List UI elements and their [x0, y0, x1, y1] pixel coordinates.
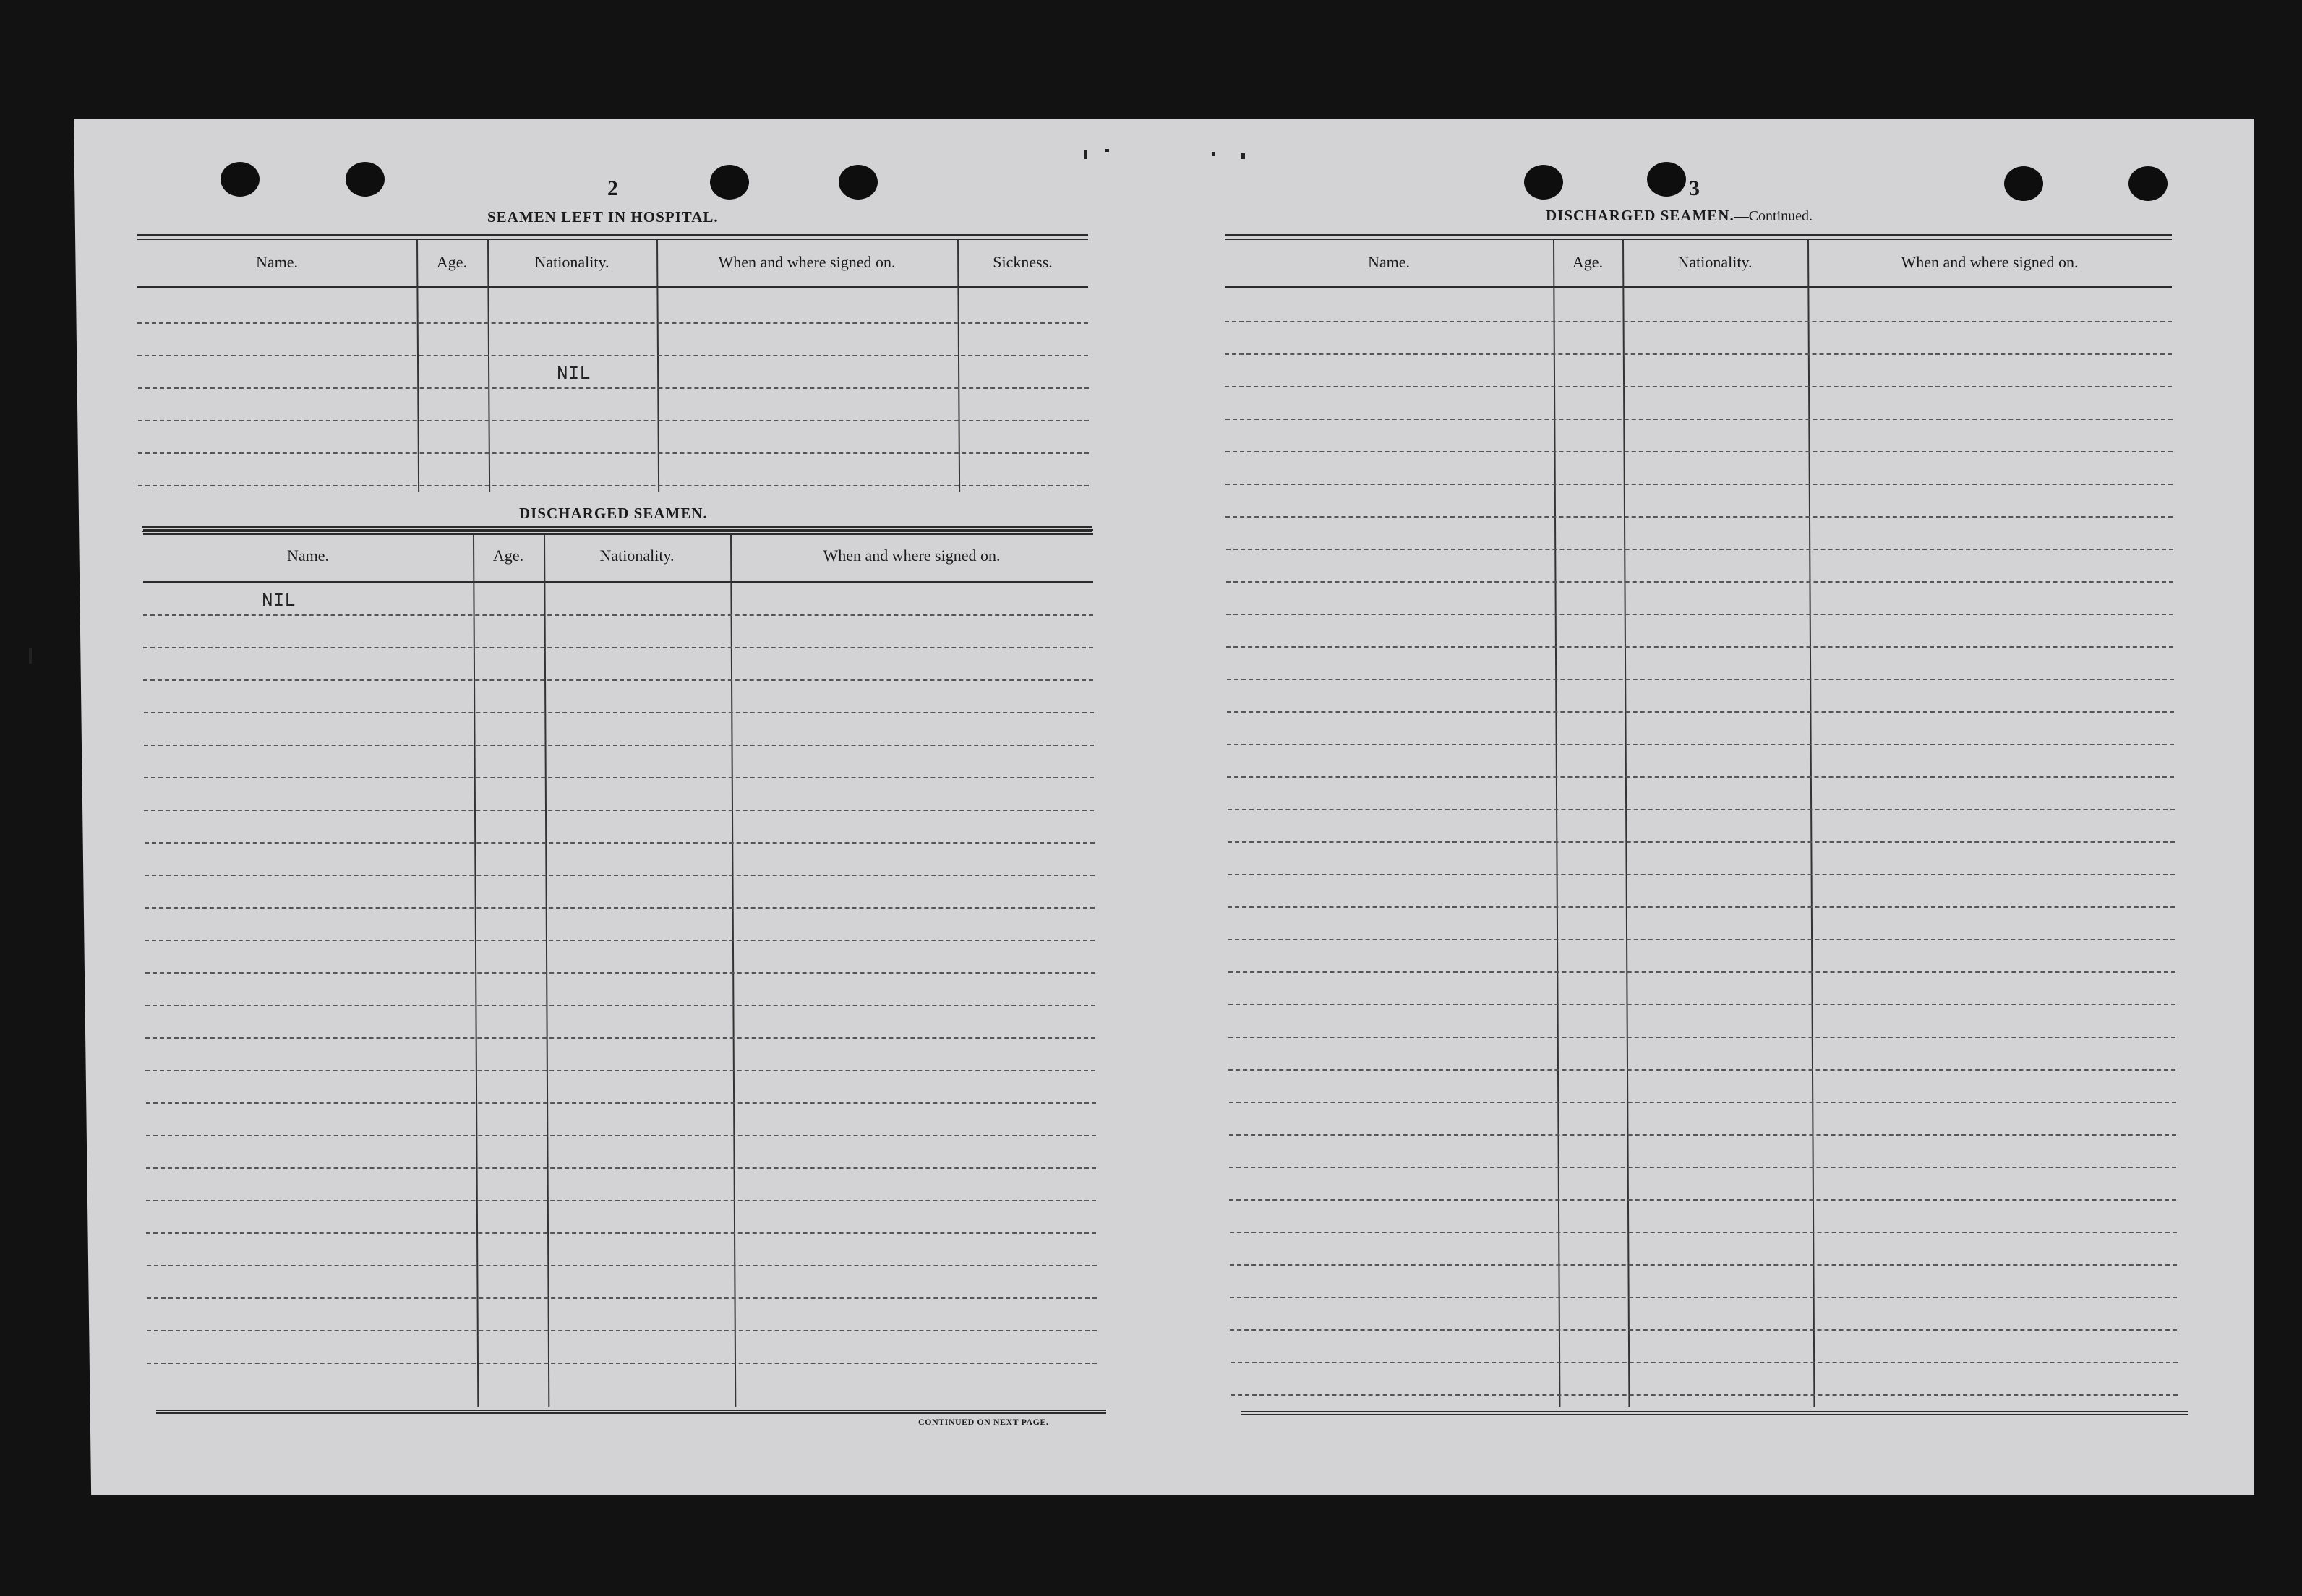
entry-row-line	[1228, 1037, 2175, 1038]
page-number: 3	[1689, 176, 1700, 200]
header-rule	[143, 581, 1093, 583]
entry-row-line	[1230, 1297, 2177, 1298]
scan-mark	[29, 648, 32, 664]
entry-row-line	[137, 355, 1088, 356]
header-rule	[137, 286, 1088, 288]
entry-row-line	[147, 1297, 1097, 1299]
entry-row-line	[145, 907, 1095, 909]
column-header: When and where signed on.	[718, 253, 896, 271]
entry-row-line	[1225, 386, 2172, 387]
entry-row-line	[138, 387, 1089, 389]
column-header: Nationality.	[1677, 253, 1753, 271]
entry-row-line	[1228, 1069, 2175, 1071]
scan-mark	[1212, 152, 1215, 156]
column-header: Age.	[1572, 253, 1604, 271]
section-title: DISCHARGED SEAMEN.	[519, 505, 708, 522]
column-header: When and where signed on.	[1901, 253, 2079, 271]
entry-row-line	[1230, 1232, 2177, 1233]
entry-row-line	[138, 452, 1089, 454]
punch-hole	[221, 162, 260, 197]
entry-row-line	[1229, 1167, 2176, 1168]
entry-row-line	[145, 940, 1095, 941]
entry-row-line	[1226, 614, 2173, 615]
punch-hole	[1524, 165, 1563, 200]
entry-row-line	[145, 1070, 1095, 1071]
top-rule	[1225, 234, 2172, 240]
scan-mark	[1084, 150, 1087, 159]
bottom-rule	[1241, 1411, 2188, 1415]
entry-row-line	[1226, 581, 2173, 583]
entry-row-line	[1225, 451, 2173, 452]
entry-row-line	[144, 777, 1094, 778]
punch-hole	[2128, 166, 2168, 201]
entry-row-line	[1226, 549, 2173, 550]
entry-row-line	[1228, 809, 2175, 810]
entry-row-line	[147, 1265, 1097, 1266]
entry-row-line	[144, 810, 1094, 811]
entry-row-line	[143, 679, 1093, 681]
punch-hole	[2004, 166, 2043, 201]
column-header: Age.	[436, 253, 468, 271]
top-rule	[143, 529, 1093, 535]
punch-hole	[346, 162, 385, 197]
bottom-rule	[156, 1410, 1106, 1414]
scan-mark	[1241, 153, 1245, 159]
entry-row-line	[1229, 1134, 2176, 1136]
document-paper	[74, 119, 2254, 1495]
entry-row-line	[146, 1232, 1096, 1234]
entry-row-line	[145, 1037, 1095, 1039]
entry-row-line	[1227, 711, 2174, 713]
entry-row-line	[1226, 646, 2173, 648]
entry-row-line	[1230, 1264, 2177, 1266]
section-title	[1546, 207, 1813, 225]
section-title: SEAMEN LEFT IN HOSPITAL.	[487, 208, 719, 226]
column-header: Nationality.	[534, 253, 609, 271]
section-title-main: DISCHARGED SEAMEN.	[1546, 207, 1734, 224]
column-header: Name.	[255, 253, 299, 271]
entry-row-line	[144, 712, 1094, 713]
section-title-continued: —Continued.	[1734, 208, 1813, 224]
entry-row-line	[1225, 516, 2173, 518]
entry-row-line	[146, 1200, 1096, 1201]
entry-row-line	[143, 614, 1093, 616]
entry-row-line	[1228, 1004, 2175, 1005]
entry-row-line	[145, 842, 1095, 844]
entry-row-line	[1228, 841, 2175, 843]
page-number: 2	[607, 176, 618, 200]
punch-hole	[839, 165, 878, 200]
header-rule	[1225, 286, 2172, 288]
entry-row-line	[146, 1135, 1096, 1136]
entry-row-line	[145, 875, 1095, 876]
entry-row-line	[1227, 744, 2174, 745]
column-header: Age.	[492, 546, 524, 565]
entry-row-line	[1229, 1102, 2176, 1103]
entry-row-line	[1229, 1199, 2176, 1201]
entry-row-line	[1225, 419, 2173, 420]
entry-row-line	[147, 1330, 1097, 1331]
scan-mark	[1105, 149, 1109, 152]
column-header: Name.	[286, 546, 330, 565]
entry-row-line	[146, 1102, 1096, 1104]
entry-row-line	[1227, 679, 2174, 680]
column-header: Name.	[1367, 253, 1411, 271]
entry-row-line	[138, 485, 1089, 486]
entry-row-line	[1231, 1394, 2178, 1396]
column-header: Nationality.	[599, 546, 675, 565]
entry-row-line	[147, 1363, 1097, 1364]
punch-hole	[710, 165, 749, 200]
entry-row-line	[1225, 353, 2172, 355]
column-header: When and where signed on.	[823, 546, 1001, 565]
entry-row-line	[1231, 1362, 2178, 1363]
entry-row-line	[1225, 321, 2172, 322]
entry-row-line	[1228, 939, 2175, 940]
entry-row-line	[146, 1167, 1096, 1169]
entry-row-line	[1228, 874, 2175, 875]
entry-row-line	[137, 322, 1088, 324]
entry-row-line	[144, 745, 1094, 746]
top-rule	[137, 234, 1088, 240]
entry-row-line	[145, 972, 1095, 974]
handwritten-entry: NIL	[557, 363, 591, 385]
entry-row-line	[1225, 484, 2173, 485]
entry-row-line	[1228, 971, 2175, 973]
punch-hole	[1647, 162, 1686, 197]
entry-row-line	[1227, 776, 2174, 778]
continued-note: CONTINUED ON NEXT PAGE.	[918, 1417, 1049, 1427]
entry-row-line	[138, 420, 1089, 421]
column-header: Sickness.	[993, 253, 1053, 271]
entry-row-line	[1228, 906, 2175, 908]
handwritten-entry: NIL	[262, 590, 296, 612]
entry-row-line	[1230, 1329, 2177, 1331]
entry-row-line	[145, 1005, 1095, 1006]
entry-row-line	[143, 647, 1093, 648]
